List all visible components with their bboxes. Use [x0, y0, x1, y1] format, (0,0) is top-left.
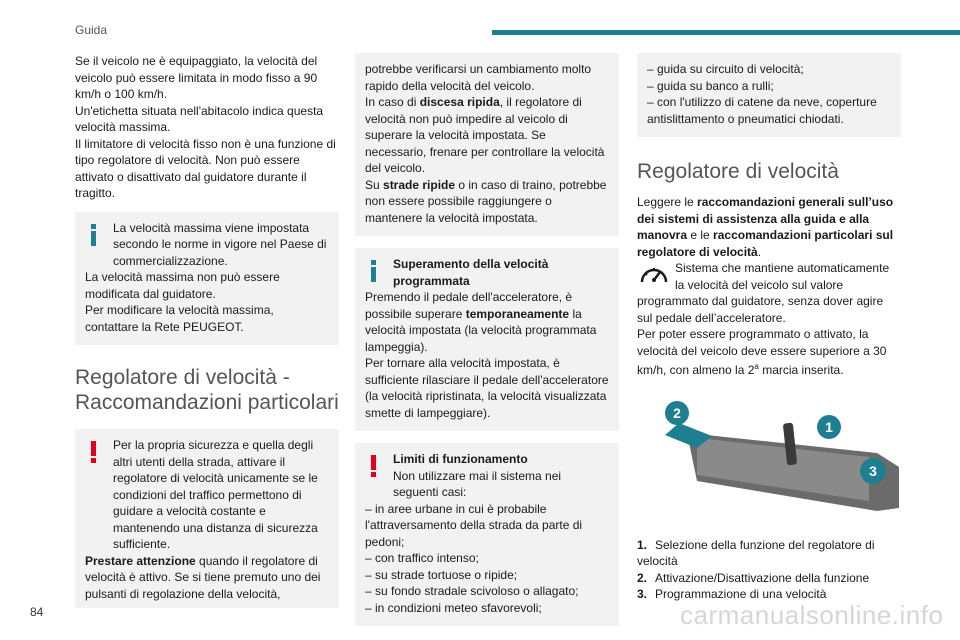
warning-icon — [367, 455, 381, 477]
info-icon — [367, 260, 381, 282]
callout-3: 3 — [869, 462, 877, 479]
list-item: – con traffico intenso; — [365, 551, 479, 565]
warning-icon — [87, 441, 101, 463]
section-heading: Regolatore di velocità - Raccomandazioni particolari — [75, 366, 339, 414]
warning-text: Prestare attenzione quando il regolatore di velocità è attivo. Se si tiene premuto uno dei pulsanti di regolazione della velocità, — [85, 553, 321, 601]
page-number: 84 — [30, 605, 44, 619]
cruise-stalk-illustration — [637, 393, 901, 523]
legend-item: 2. Attivazione/Disattivazione della funzione — [637, 570, 870, 585]
box-title: Superamento della velocità programmata — [393, 257, 549, 288]
read-recommendations: Leggere le raccomandazioni generali sull’uso dei sistemi di assistenza alla guida e alla manovra e le raccomandazioni particolari sul regolatore di velocità. — [637, 195, 894, 259]
warning-text: potrebbe verificarsi un cambiamento molto rapido della velocità del veicolo. — [365, 62, 592, 93]
info-text: La velocità massima viene impostata secondo le norme in vigore nel Paese di commercializzazione. — [113, 220, 327, 268]
section-title: Guida — [75, 23, 108, 37]
column-1 — [75, 53, 339, 608]
info-text: La velocità massima non può essere modificata dal guidatore. — [85, 270, 280, 301]
warning-text: In caso di discesa ripida, il regolatore di velocità non può impedire al veicolo di superare la velocità impostata. Se necessario, frenare per controllare la velocità del veicolo. — [365, 95, 605, 175]
legend-list — [637, 537, 901, 603]
box-title: Limiti di funzionamento — [393, 452, 528, 466]
info-text: Per tornare alla velocità impostata, è sufficiente rilasciare il pedale dell'acceleratore (la velocità ripristinata, la velocità visualizzata smette di lampeggiare). — [365, 356, 609, 420]
info-box — [75, 212, 339, 346]
warning-text: Su strade ripide o in caso di traino, potrebbe non essere possibile raggiungere o mantenere la velocità impostata. — [365, 177, 607, 225]
cruise-control-icon — [637, 260, 671, 290]
watermark: carmanualsonline.info — [680, 600, 944, 630]
section-heading: Regolatore di velocità — [637, 160, 839, 183]
intro-paragraph: Se il veicolo ne è equipaggiato, la velocità del veicolo può essere limitata in modo fisso a 90 km/h o 100 km/h. — [75, 54, 318, 101]
info-box-override — [355, 248, 619, 431]
callout-1: 1 — [825, 418, 833, 435]
list-item: – su fondo stradale scivoloso o allagato; — [365, 584, 579, 598]
list-item: – in condizioni meteo sfavorevoli; — [365, 600, 542, 615]
warning-text: Non utilizzare mai il sistema nei seguenti casi: — [393, 468, 562, 499]
list-item: – con l'utilizzo di catene da neve, coperture antislittamento o pneumatici chiodati. — [647, 95, 877, 126]
list-item: – in aree urbane in cui è probabile l'attraversamento della strada da parte di pedoni; — [365, 501, 583, 549]
info-text: Per modificare la velocità massima, contattare la Rete PEUGEOT. — [85, 303, 274, 334]
list-item: – guida su banco a rulli; — [647, 78, 774, 93]
callout-2: 2 — [673, 404, 681, 421]
column-3 — [637, 53, 901, 603]
header-accent-bar — [492, 30, 960, 35]
column-2 — [355, 53, 619, 626]
info-icon — [87, 224, 101, 246]
legend-item: 3. Programmazione di una velocità — [637, 587, 827, 601]
warning-box — [75, 429, 339, 608]
intro-paragraph: Il limitatore di velocità fisso non è una funzione di tipo regolatore di velocità. Non può essere attivato o disattivato dal guidatore durante il tragitto. — [75, 136, 336, 200]
list-item: – guida su circuito di velocità; — [647, 62, 804, 76]
description: Sistema che mantiene automaticamente la velocità del veicolo sul valore programmato dal guidatore, senza dover agire sul pedale dell’acceleratore. — [637, 261, 890, 325]
intro-paragraph: Un'etichetta situata nell'abitacolo indica questa velocità massima. — [75, 103, 324, 134]
legend-item: 1. Selezione della funzione del regolatore di velocità — [637, 537, 875, 568]
warning-box-limits — [355, 443, 619, 626]
warning-box-continued — [355, 53, 619, 236]
warning-box-continued — [637, 53, 901, 137]
list-item: – su strade tortuose o ripide; — [365, 567, 518, 582]
info-text: Premendo il pedale dell'acceleratore, è possibile superare temporaneamente la velocità impostata (la velocità programmata lampeggia). — [365, 290, 597, 354]
warning-text: Per la propria sicurezza e quella degli altri utenti della strada, attivare il regolatore di velocità unicamente se le condizioni del traffico permettono di guidare a velocità costante e mantenendo una distanza di sicurezza sufficiente. — [113, 438, 318, 551]
description: Per poter essere programmato o attivato, la velocità del veicolo deve essere superiore a 30 km/h, con almeno la 2$^a$ marcia inserita. — [637, 327, 887, 377]
